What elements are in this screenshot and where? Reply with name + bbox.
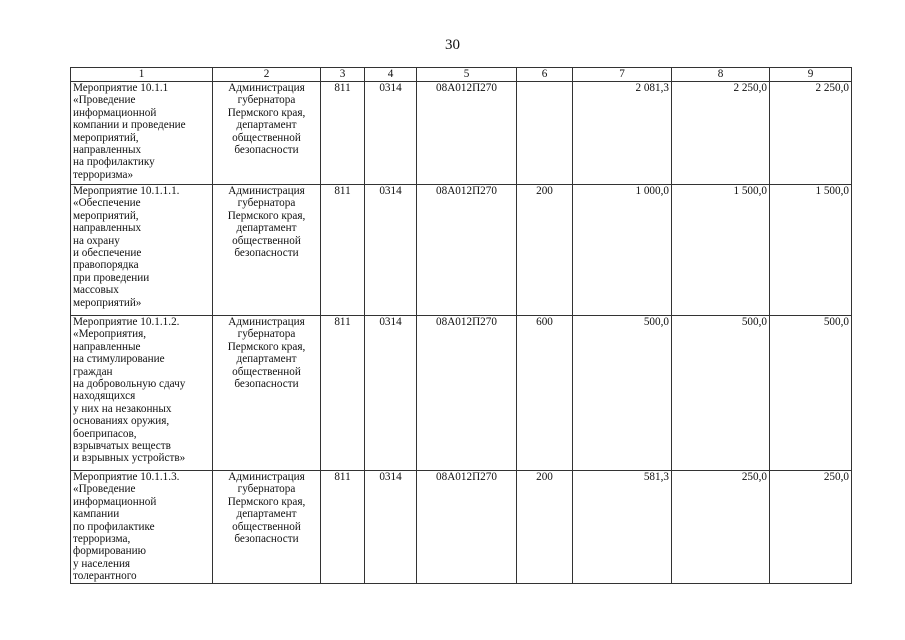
administrator-cell-line: Пермского края, [227,340,306,353]
activity-name-cell-line: массовых [73,284,119,297]
activity-name-cell [71,316,213,471]
amount-col7-cell: 500,0 [573,316,672,471]
activity-name-cell-line: «Проведение [73,483,136,496]
activity-name-cell-line: информационной [73,106,157,119]
amount-col9-cell: 250,0 [770,471,852,584]
activity-name-cell-line: при проведении [73,271,150,284]
section-code-cell: 0314 [365,316,417,471]
activity-name-cell-line: на охрану [73,234,120,247]
activity-name-cell-line: информационной [73,495,157,508]
ministry-code-cell: 811 [321,82,365,185]
activity-name-cell-line: у населения [73,557,131,570]
expense-type-cell [517,82,573,185]
ministry-code-cell: 811 [321,471,365,584]
header-cell: 9 [770,68,852,82]
administrator-cell-line: Пермского края, [227,209,306,222]
administrator-cell-line: общественной [232,520,301,533]
activity-name-cell [71,471,213,584]
administrator-cell-line: безопасности [234,533,299,546]
administrator-cell-line: Пермского края, [227,106,306,119]
activity-name-cell-line: граждан [73,365,113,378]
activity-name-cell-line: взрывчатых веществ [73,440,171,453]
activity-name-cell-line: Мероприятие 10.1.1.3. [73,471,180,483]
expense-type-cell: 200 [517,471,573,584]
administrator-cell-line: департамент [236,222,297,235]
header-cell: 1 [71,68,213,82]
administrator-cell-line: департамент [236,508,297,521]
administrator-cell-line: Администрация [228,185,305,197]
target-article-cell: 08А012П270 [417,471,517,584]
amount-col7-cell: 2 081,3 [573,82,672,185]
administrator-cell-line: губернатора [237,483,296,496]
header-cell: 8 [672,68,770,82]
expense-type-cell: 200 [517,185,573,316]
activity-name-cell-line: мероприятий, [73,209,139,222]
activity-name-cell-line: направленных [73,144,142,157]
table-row [71,316,852,471]
activity-name-cell-line: и обеспечение [73,247,142,260]
administrator-cell-line: губернатора [237,94,296,107]
header-row [71,68,852,82]
activity-name-cell [71,82,213,185]
activity-name-cell-line: «Обеспечение [73,197,141,210]
target-article-cell: 08А012П270 [417,185,517,316]
amount-col8-cell: 2 250,0 [672,82,770,185]
activity-name-cell-line: Мероприятие 10.1.1.2. [73,316,180,328]
amount-col9-cell: 2 250,0 [770,82,852,185]
ministry-code-cell: 811 [321,185,365,316]
expense-type-cell: 600 [517,316,573,471]
activity-name-cell-line: кампании [73,508,120,521]
activity-name-cell-line: направленные [73,340,141,353]
administrator-cell [213,82,321,185]
target-article-cell: 08А012П270 [417,82,517,185]
activity-name-cell-line: боеприпасов, [73,427,137,440]
administrator-cell-line: губернатора [237,328,296,341]
header-cell: 2 [213,68,321,82]
activity-name-cell-line: находящихся [73,390,136,403]
activity-name-cell-line: Мероприятие 10.1.1.1. [73,185,180,197]
administrator-cell-line: общественной [232,234,301,247]
activity-name-cell-line: на профилактику [73,156,155,169]
table-row [71,82,852,185]
amount-col7-cell: 581,3 [573,471,672,584]
administrator-cell-line: безопасности [234,378,299,391]
activity-name-cell-line: правопорядка [73,259,139,272]
administrator-cell-line: безопасности [234,247,299,260]
section-code-cell: 0314 [365,82,417,185]
activity-name-cell-line: и взрывных устройств» [73,452,186,465]
header-cell: 7 [573,68,672,82]
table-row [71,185,852,316]
administrator-cell-line: Администрация [228,471,305,483]
page-number: 30 [445,37,460,53]
administrator-cell [213,471,321,584]
activity-name-cell-line: мероприятий» [73,296,142,309]
administrator-cell-line: департамент [236,353,297,366]
amount-col9-cell: 500,0 [770,316,852,471]
budget-table [70,67,852,584]
activity-name-cell-line: у них на незаконных [73,402,172,415]
header-cell: 4 [365,68,417,82]
section-code-cell: 0314 [365,471,417,584]
activity-name-cell-line: толерантного [73,570,137,583]
amount-col7-cell: 1 000,0 [573,185,672,316]
administrator-cell-line: Администрация [228,316,305,328]
administrator-cell [213,316,321,471]
target-article-cell: 08А012П270 [417,316,517,471]
activity-name-cell-line: по профилактике [73,520,155,533]
activity-name-cell-line: терроризма, [73,533,131,546]
section-code-cell: 0314 [365,185,417,316]
administrator-cell-line: губернатора [237,197,296,210]
amount-col9-cell: 1 500,0 [770,185,852,316]
activity-name-cell-line: мероприятий, [73,131,139,144]
activity-name-cell [71,185,213,316]
activity-name-cell-line: «Мероприятия, [73,328,147,341]
table-row [71,471,852,584]
activity-name-cell-line: формированию [73,545,146,558]
activity-name-cell-line: на добровольную сдачу [73,378,186,391]
activity-name-cell-line: основаниях оружия, [73,415,170,428]
header-cell: 6 [517,68,573,82]
administrator-cell-line: безопасности [234,144,299,157]
activity-name-cell-line: терроризма» [73,168,134,181]
administrator-cell-line: Администрация [228,82,305,94]
activity-name-cell-line: направленных [73,222,142,235]
activity-name-cell-line: Мероприятие 10.1.1 [73,82,169,94]
administrator-cell-line: общественной [232,365,301,378]
activity-name-cell-line: на стимулирование [73,353,165,366]
administrator-cell-line: Пермского края, [227,495,306,508]
activity-name-cell-line: компании и проведение [73,119,186,132]
amount-col8-cell: 500,0 [672,316,770,471]
administrator-cell-line: департамент [236,119,297,132]
amount-col8-cell: 250,0 [672,471,770,584]
header-cell: 3 [321,68,365,82]
activity-name-cell-line: «Проведение [73,94,136,107]
ministry-code-cell: 811 [321,316,365,471]
administrator-cell [213,185,321,316]
amount-col8-cell: 1 500,0 [672,185,770,316]
administrator-cell-line: общественной [232,131,301,144]
header-cell: 5 [417,68,517,82]
